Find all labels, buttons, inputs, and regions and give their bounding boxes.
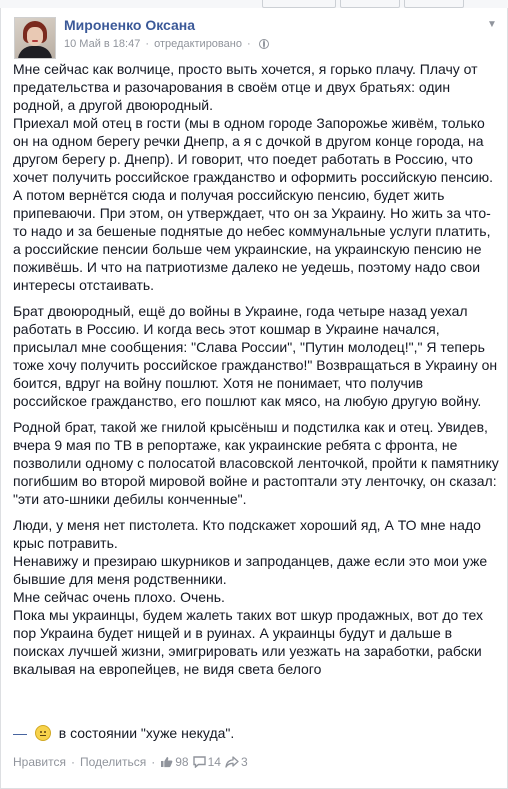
- post-meta: [64, 38, 269, 50]
- feeling-line: [13, 724, 234, 742]
- thumbs-up-icon: [160, 756, 173, 768]
- post-paragraph: Люди, у меня нет пистолета. Кто подскажет хороший яд, А ТО мне надо крыс потравить. Ненавижу и презираю шкурников и запроданцев, даже если это мои уже бывшие для меня родственники. Мне сейчас очень плохо. Очень. Пока мы украинцы, будем жалеть таких вот шкур продажных, вот до тех пор Украина будет нищей и в руинах. А украинцы будут и дальше в поисках лучшей жизни, эмигрировать или уезжать на заработки, рабски вкалывая на европейцев, не видя света белого: [13, 517, 488, 677]
- post-body: [13, 60, 499, 678]
- action-separator: ·: [70, 755, 75, 769]
- avatar[interactable]: [14, 17, 56, 59]
- author-name[interactable]: Мироненко Оксана: [64, 17, 196, 33]
- toolbar-button[interactable]: [340, 0, 400, 8]
- post-actions: [13, 755, 252, 769]
- comment-icon: [193, 756, 206, 768]
- like-link[interactable]: Нравится: [13, 755, 66, 769]
- post-paragraph: Мне сейчас как волчице, просто выть хочется, я горько плачу. Плачу от предательства и разочарования в своём отце и двух братьях: один родной, а другой двоюродный. Приехал мой отец в гости (мы в одном городе Запорожье живём, только он на одном берегу речки Днепр, а я с дочкой в другом конце города, на другом берегу р. Днепр). И говорит, что поедет работать в Россию, что хочет получить российское гражданство и оформить российскую пенсию. А потом вернётся сюда и получая российскую пенсию, будет жить припеваючи. При этом, он утверждает, что он за Украину. Но жить за что-то надо и за бешеные поднятые до небес коммунальные услуги платить, а российские пенсии больше чем украинские, на украинскую пенсию не поживёшь. И что на патриотизме далеко не уедешь, поэтому надо свои интересы отстаивать.: [13, 61, 494, 293]
- confused-face-icon: [35, 725, 51, 741]
- meta-separator: ·: [145, 38, 150, 50]
- comments-count[interactable]: [193, 755, 221, 769]
- feeling-dash: —: [13, 725, 27, 741]
- meta-separator: ·: [247, 38, 251, 50]
- post-paragraph: Брат двоюродный, ещё до войны в Украине, года четыре назад уехал работать в Россию. И когда весь этот кошмар в Украине начался, присылал мне сообщения: "Слава России", "Путин молодец!"," Я теперь тоже хочу получить российское гражданство!" Возвращаться в Украину он боится, вдруг на войну пошлют. Хотя не понимает, что получив российское гражданство, его пошлют как мясо, на любую другую войну.: [13, 303, 498, 409]
- timestamp-link[interactable]: 10 Май в 18:47: [64, 38, 141, 50]
- likes-count[interactable]: [160, 755, 188, 769]
- globe-icon[interactable]: [259, 39, 269, 49]
- action-separator: ·: [151, 755, 156, 769]
- share-link[interactable]: Поделиться: [79, 755, 147, 769]
- toolbar-button[interactable]: [404, 0, 464, 8]
- shares-count-value: 3: [240, 755, 248, 769]
- chevron-down-icon[interactable]: ▼: [487, 19, 497, 30]
- comments-count-value: 14: [207, 755, 221, 769]
- share-icon: [225, 756, 239, 768]
- shares-count[interactable]: [225, 755, 248, 769]
- post-paragraph: Родной брат, такой же гнилой крысёныш и подстилка как и отец. Увидев, вчера 9 мая по ТВ в репортаже, как украинские ребята с фронта, не позволили одному с полосатой власовской ленточкой, пройти к памятнику погибшим во второй мировой войне и растоптали эту ленточку, он сказал: "эти ато-шники дебилы конченные".: [13, 419, 499, 507]
- edited-label[interactable]: отредактировано: [154, 38, 242, 50]
- toolbar-button[interactable]: [262, 0, 336, 8]
- likes-count-value: 98: [175, 755, 189, 769]
- feeling-status[interactable]: в состоянии "хуже некуда".: [58, 725, 235, 741]
